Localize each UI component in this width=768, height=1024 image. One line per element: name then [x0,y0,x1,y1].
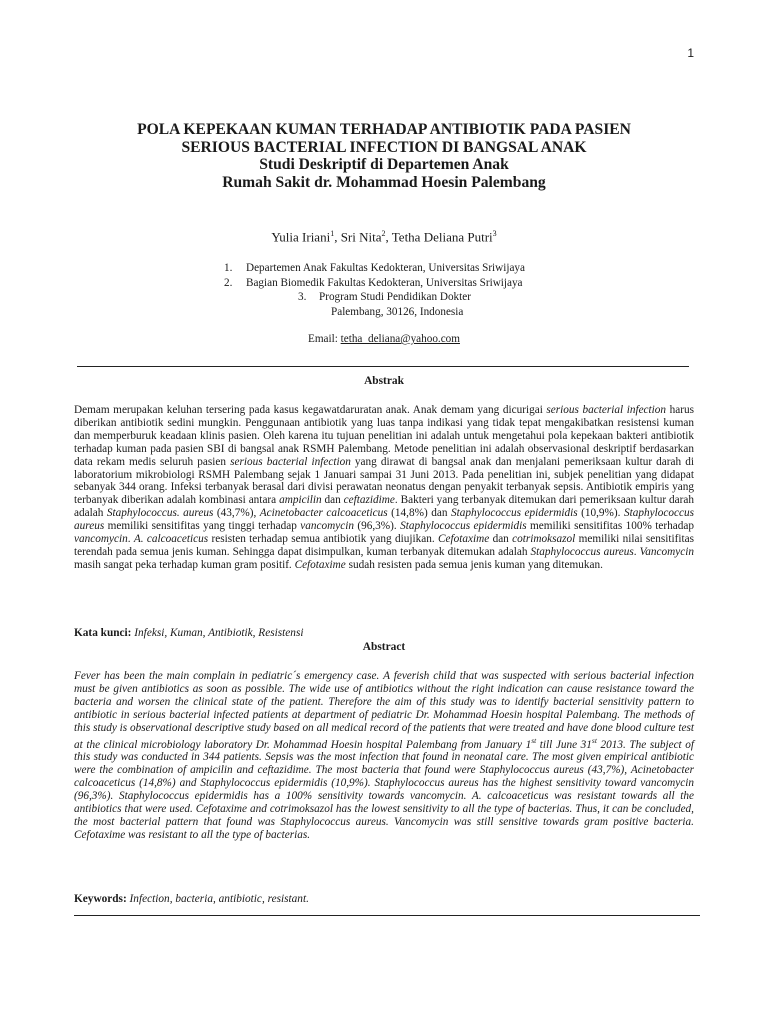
abstrak-heading: Abstrak [364,375,404,387]
affiliation-item [331,305,463,319]
keywords-value: Infection, bacteria, antibiotic, resistant. [129,893,309,905]
author-affiliation-mark: 1 [330,229,335,238]
text-run: memiliki nilai sensitifitas terendah pada semua jenis kuman. Sehingga dapat disimpulkan, kuman terbanyak ditemukan adalah [74,533,695,558]
affiliation-number: 1. [224,262,233,274]
affiliation-number: 2. [224,276,233,289]
affiliation-item [224,276,523,290]
top-divider [77,366,689,367]
email-line [0,333,768,345]
text-run: (10,9%). [577,507,625,520]
kata-kunci [74,627,304,639]
author-separator: , [334,229,341,245]
text-run: harus diberikan antibiotik sedini mungkin. Penggunaan antibiotik yang luas tanpa indikasi yang tidak tepat mengakibatkan resistensi kuman dan memperburuk keadaan klinis pasien. Oleh karena itu tujuan penelitian ini adalah untuk mengetahui pola kepekaan bakteri antibiotik terhadap kuman pada pasien SBI di bangsal anak RSMH Palembang. Metode penelitian ini adalah observasional deskriptif berdasarkan data rekam medis seluruh pasien [74,404,695,468]
affiliation-number: 3. [298,291,307,303]
email-label: Email: [308,333,341,345]
italic-term: serious bacterial infection [230,455,351,468]
author-affiliation-mark: 2 [381,229,386,238]
affiliation-text: Palembang, 30126, Indonesia [331,305,464,318]
text-run: . [633,545,640,558]
affiliation-text: Departemen Anak Fakultas Kedokteran, Universitas Sriwijaya [246,262,525,274]
text-run: dan [321,494,344,507]
italic-term: Acinetobacter calcoaceticus [259,507,388,520]
author: Sri Nita [340,229,382,245]
affiliation-item [224,261,525,275]
italic-term: Staphylococcus aureus [74,507,694,533]
keywords-label: Keywords: [74,893,130,905]
author: Tetha Deliana Putri [391,229,493,245]
italic-term: Vancomycin [639,545,695,558]
affiliation-item [298,290,471,304]
affiliation-text: Program Studi Pendidikan Dokter [319,291,471,303]
text-run: memiliki sensitifitas 100% terhadap [526,520,694,533]
author-list [0,229,768,245]
author: Yulia Iriani [271,229,331,245]
title-line-2: SERIOUS BACTERIAL INFECTION DI BANGSAL ANAK [181,138,587,156]
bottom-divider [74,915,700,916]
italic-term: ceftazidime [343,494,395,507]
kata-kunci-value: Infeksi, Kuman, Antibiotik, Resistensi [134,627,304,639]
text-run: (14,8%) dan [387,507,451,520]
paper-title [0,121,768,191]
abstract-body [74,670,694,842]
text-run: yang dirawat di bangsal anak dan menjalani pemeriksaan kultur darah di laboratorium mikrobiologi RSMH Palembang sejak 1 Januari sampai 31 Juni 2013. Pada penelitian ini, subjek penelitian yang didapat sebanyak 344 orang. Infeksi terbanyak berasal dari divisi perawatan neonatus dengan penyakit terbanyak sepsis. Antibiotik empiris yang terbanyak diberikan adalah kombinasi antara [74,455,695,507]
italic-term: serious bacterial infection [546,404,667,416]
affiliation-text: Bagian Biomedik Fakultas Kedokteran, Universitas Sriwijaya [246,276,523,289]
text-run: . [127,533,134,546]
superscript-text: st [531,735,537,745]
author-affiliation-mark: 3 [492,229,497,238]
abstract-heading: Abstract [362,641,406,653]
text-run: 2013. The subject of this study was conducted in 344 patients. Sepsis was the most infection that found in neonatal care. The most given empirical antibiotic were the combination of ampicilin and ceftazidime. The most bacteria that found were Staphylococcus aureus (43,7%), Acinetobacter calcoaceticus (14,8%) and Staphylococcus epidermidis (10,9%). Staphylococcus aureus has the highest sensitivity toward vancomycin (96,3%). Staphylococcus epidermidis has a 100% sensitivity towards vancomycin. A. calcoaceticus was resistant towards all the antibiotics that were used. Cefotaxime and cotrimoksazol has the lowest sensitivity to all the type of bacterias. Thus, it can be concluded, the most bacterial pattern that found was Staphylococcus aureus. Vancomycin was still sensitive towards gram positive bacteria. Cefotaxime was resistant to all the type of bacterias. [74,738,694,842]
italic-term: Staphylococcus epidermidis [450,507,578,520]
text-run: memiliki sensitifitas yang tinggi terhadap [104,520,301,533]
text-run: . Bakteri yang terbanyak ditemukan dari pemeriksaan kultur darah adalah [74,494,694,520]
kata-kunci-label: Kata kunci: [74,627,135,639]
title-line-1: POLA KEPEKAAN KUMAN TERHADAP ANTIBIOTIK PADA PASIEN [137,121,631,138]
text-run: (43,7%), [213,507,260,520]
text-run: sudah resisten pada semua jenis kuman yang ditemukan. [345,558,603,571]
text-run: resisten terhadap semua antibiotik yang diujikan. [208,533,438,546]
keywords [74,893,309,905]
italic-term: A. calcoaceticus [133,533,209,546]
italic-term: ampicilin [279,494,322,507]
italic-term: Staphylococcus aureus [530,545,634,558]
title-line-4: Rumah Sakit dr. Mohammad Hoesin Palembang [222,173,546,191]
italic-term: vancomycin [300,520,354,533]
italic-term: Cefotaxime [437,533,490,546]
page-number: 1 [687,46,694,60]
italic-term: cotrimoksazol [512,533,576,546]
email-link[interactable]: tetha_deliana@yahoo.com [340,333,460,345]
title-line-3: Studi Deskriptif di Departemen Anak [259,156,509,173]
author-separator: , [385,229,392,245]
italic-term: Staphylococcus epidermidis [400,520,527,533]
text-run: masih sangat peka terhadap kuman gram positif. [74,558,295,571]
superscript-text: st [591,735,597,745]
text-run: Demam merupakan keluhan tersering pada kasus kegawatdaruratan anak. Anak demam yang dicurigai [74,404,547,416]
text-run: dan [489,533,513,546]
text-run: (96,3%). [353,520,401,533]
italic-term: vancomycin [74,533,128,546]
italic-term: Staphylococcus. aureus [106,507,214,520]
italic-term: Cefotaxime [294,558,346,571]
text-run: Fever has been the main complain in pediatric´s emergency case. A feverish child that was suspected with serious bacterial infection must be given antibiotics as soon as possible. The wide use of antibiotics without the right indication can cause resistance toward the bacteria and worsen the clinical state of the patient. Therefore the aim of this study was to identify bacterial sensitivity pattern to antibiotic in serious bacterial infected patients at department of pediatric Dr. Mohammad Hoesin hospital Palembang. The methods of this study is observational descriptive study based on all medical record of the patients that were treated and have done blood culture test at the clinical microbiology laboratory Dr. Mohammad Hoesin hospital Palembang from January 1 [74,670,694,751]
text-run: till June 31 [536,738,592,751]
abstrak-body [74,404,694,572]
